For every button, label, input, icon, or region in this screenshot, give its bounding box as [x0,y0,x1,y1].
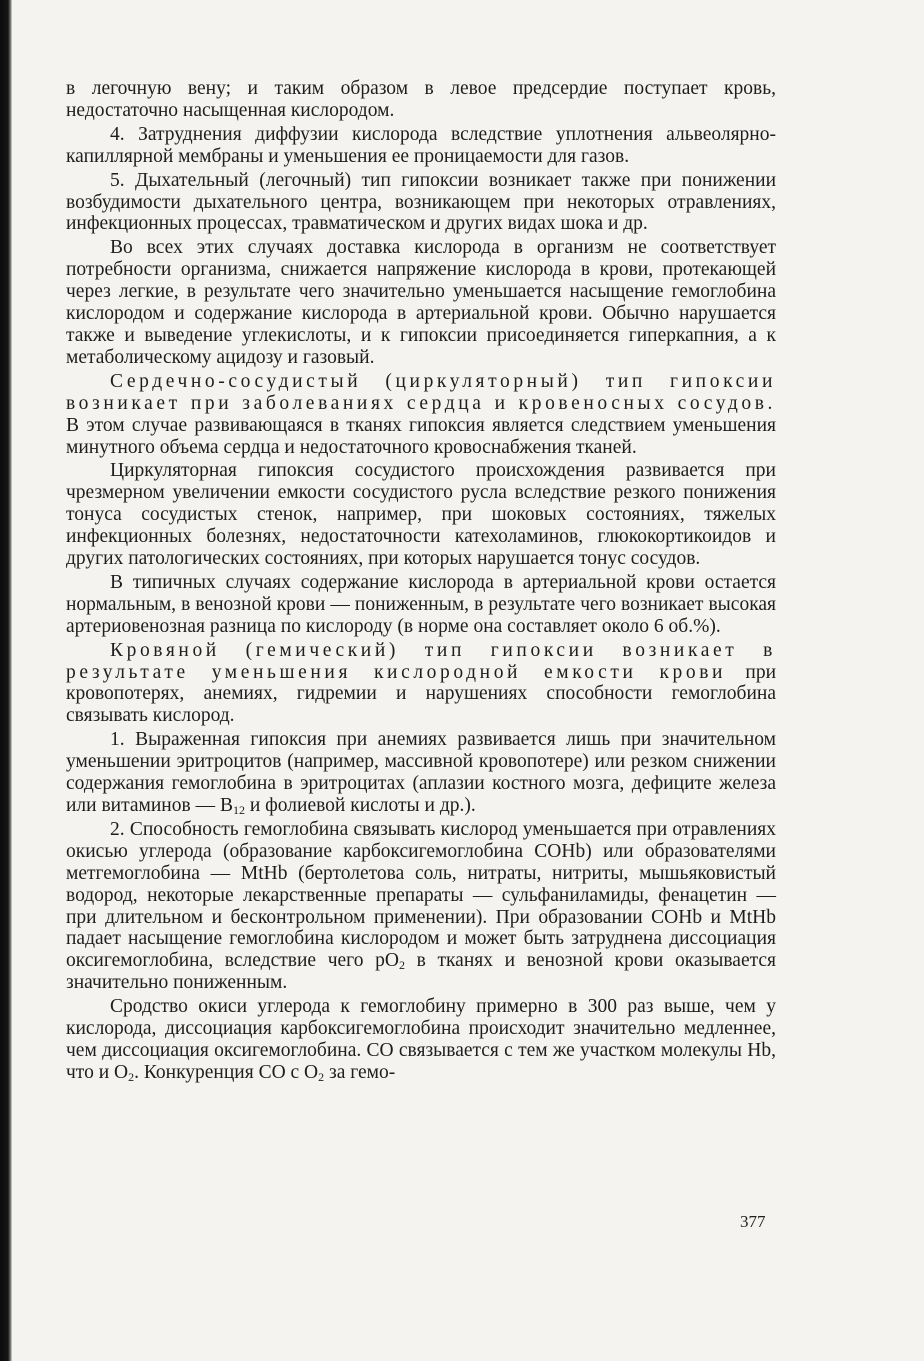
last-subscript-1: 2 [128,1069,135,1084]
page-body [66,78,776,1084]
paragraph-cardiovascular-type [66,371,776,459]
paragraph-all-cases: Во всех этих случаях доставка кислорода в организм не соответствует потребности организма, снижается напряжение кислорода в крови, протекающей через легкие, в результате чего значительно уменьшается насыщение гемоглобина кислородом и содержание кислорода в артериальной крови. Обычно нарушается также и выведение углекислоты, и к гипоксии присоединяется гиперкапния, а к метаболическому ацидозу и газовый. [66,237,776,368]
paragraph-typical-cases: В типичных случаях содержание кислорода в артериальной крови остается нормальным, в венозной крови — пониженным, в результате чего возникает высокая артериовенозная разница по кислороду (в норме она составляет около 6 об.%). [66,571,776,637]
paragraph-item-anemia [66,729,776,817]
last-text-c: за гемо- [324,1061,396,1083]
item2-text-a: 2. Способность гемоглобина связывать кислород уменьшается при отравлениях окисью углерода (образование карбоксигемоглобина COHb) или образователями метгемоглобина — MtHb (бертолетова соль, нитраты, нитриты, мышьяковистый водород, некоторые лекарственные препараты — сульфаниламиды, фенацетин — при длительном и бесконтрольном применении). При образовании COHb и MtHb падает насыщение гемоглобина кислородом и может быть затруднена диссоциация оксигемоглобина, вследствие чего pO [66,818,776,972]
paragraph-item-4: 4. Затруднения диффузии кислорода вследствие уплотнения альвеолярно-капиллярной мембраны и уменьшения ее проницаемости для газов. [66,123,776,167]
page-binding-edge [0,0,12,1361]
item2-text-b: в тканях и венозной крови оказывается значительно пониженным. [66,950,776,994]
blood-type-rest: при кровопотерях, анемиях, гидремии и нарушениях способности гемоглобина связывать кислород. [66,661,776,727]
item1-text: 1. Выраженная гипоксия при анемиях развивается лишь при значительном уменьшении эритроцитов (например, массивной кровопотере) или резком снижении содержания гемоглобина в эритроцитах (аплазии костного мозга, дефиците железа или витаминов — B [66,729,776,816]
paragraph-item-co-poisoning [66,819,776,994]
page-number: 377 [740,1212,766,1231]
item1-tail: и фолиевой кислоты и др.). [244,795,476,816]
paragraph-item-5: 5. Дыхательный (легочный) тип гипоксии возникает также при понижении возбудимости дыхательного центра, возникающем при некоторых отравлениях, инфекционных процессах, травматическом и других видах шока и др. [66,169,776,235]
cardiovascular-rest: В этом случае развивающаяся в тканях гипоксия является следствием уменьшения минутного объема сердца и недостаточного кровоснабжения тканей. [66,414,776,458]
emphasis-cardiovascular: Сердечно-сосудистый (циркуляторный) тип гипоксии возникает при заболеваниях сердца и кровеносных сосудов. [66,370,776,414]
item2-subscript: 2 [398,958,405,973]
last-text-b: . Конкуренция CO с O [134,1061,319,1083]
paragraph-co-affinity [66,996,776,1084]
paragraph-blood-type [66,640,776,728]
item1-subscript: 12 [232,803,245,817]
paragraph-continuation: в легочную вену; и таким образом в левое предсердие поступает кровь, недостаточно насыщенная кислородом. [66,78,776,121]
last-subscript-2: 2 [318,1069,325,1084]
emphasis-blood-type: Кровяной (гемический) тип гипоксии возникает в результате уменьшения кислородной емкости крови [66,639,776,683]
paragraph-vascular-origin: Циркуляторная гипоксия сосудистого происхождения развивается при чрезмерном увеличении емкости сосудистого русла вследствие резкого понижения тонуса сосудистых стенок, например, при шоковых состояниях, тяжелых инфекционных болезнях, недостаточности катехоламинов, глюкокортикоидов и других патологических состояниях, при которых нарушается тонус сосудов. [66,460,776,570]
last-text-a: Сродство окиси углерода к гемоглобину примерно в 300 раз выше, чем у кислорода, диссоциация карбоксигемоглобина происходит значительно медленнее, чем диссоциация оксигемоглобина. CO связывается с тем же участком молекулы Hb, что и O [66,996,776,1083]
